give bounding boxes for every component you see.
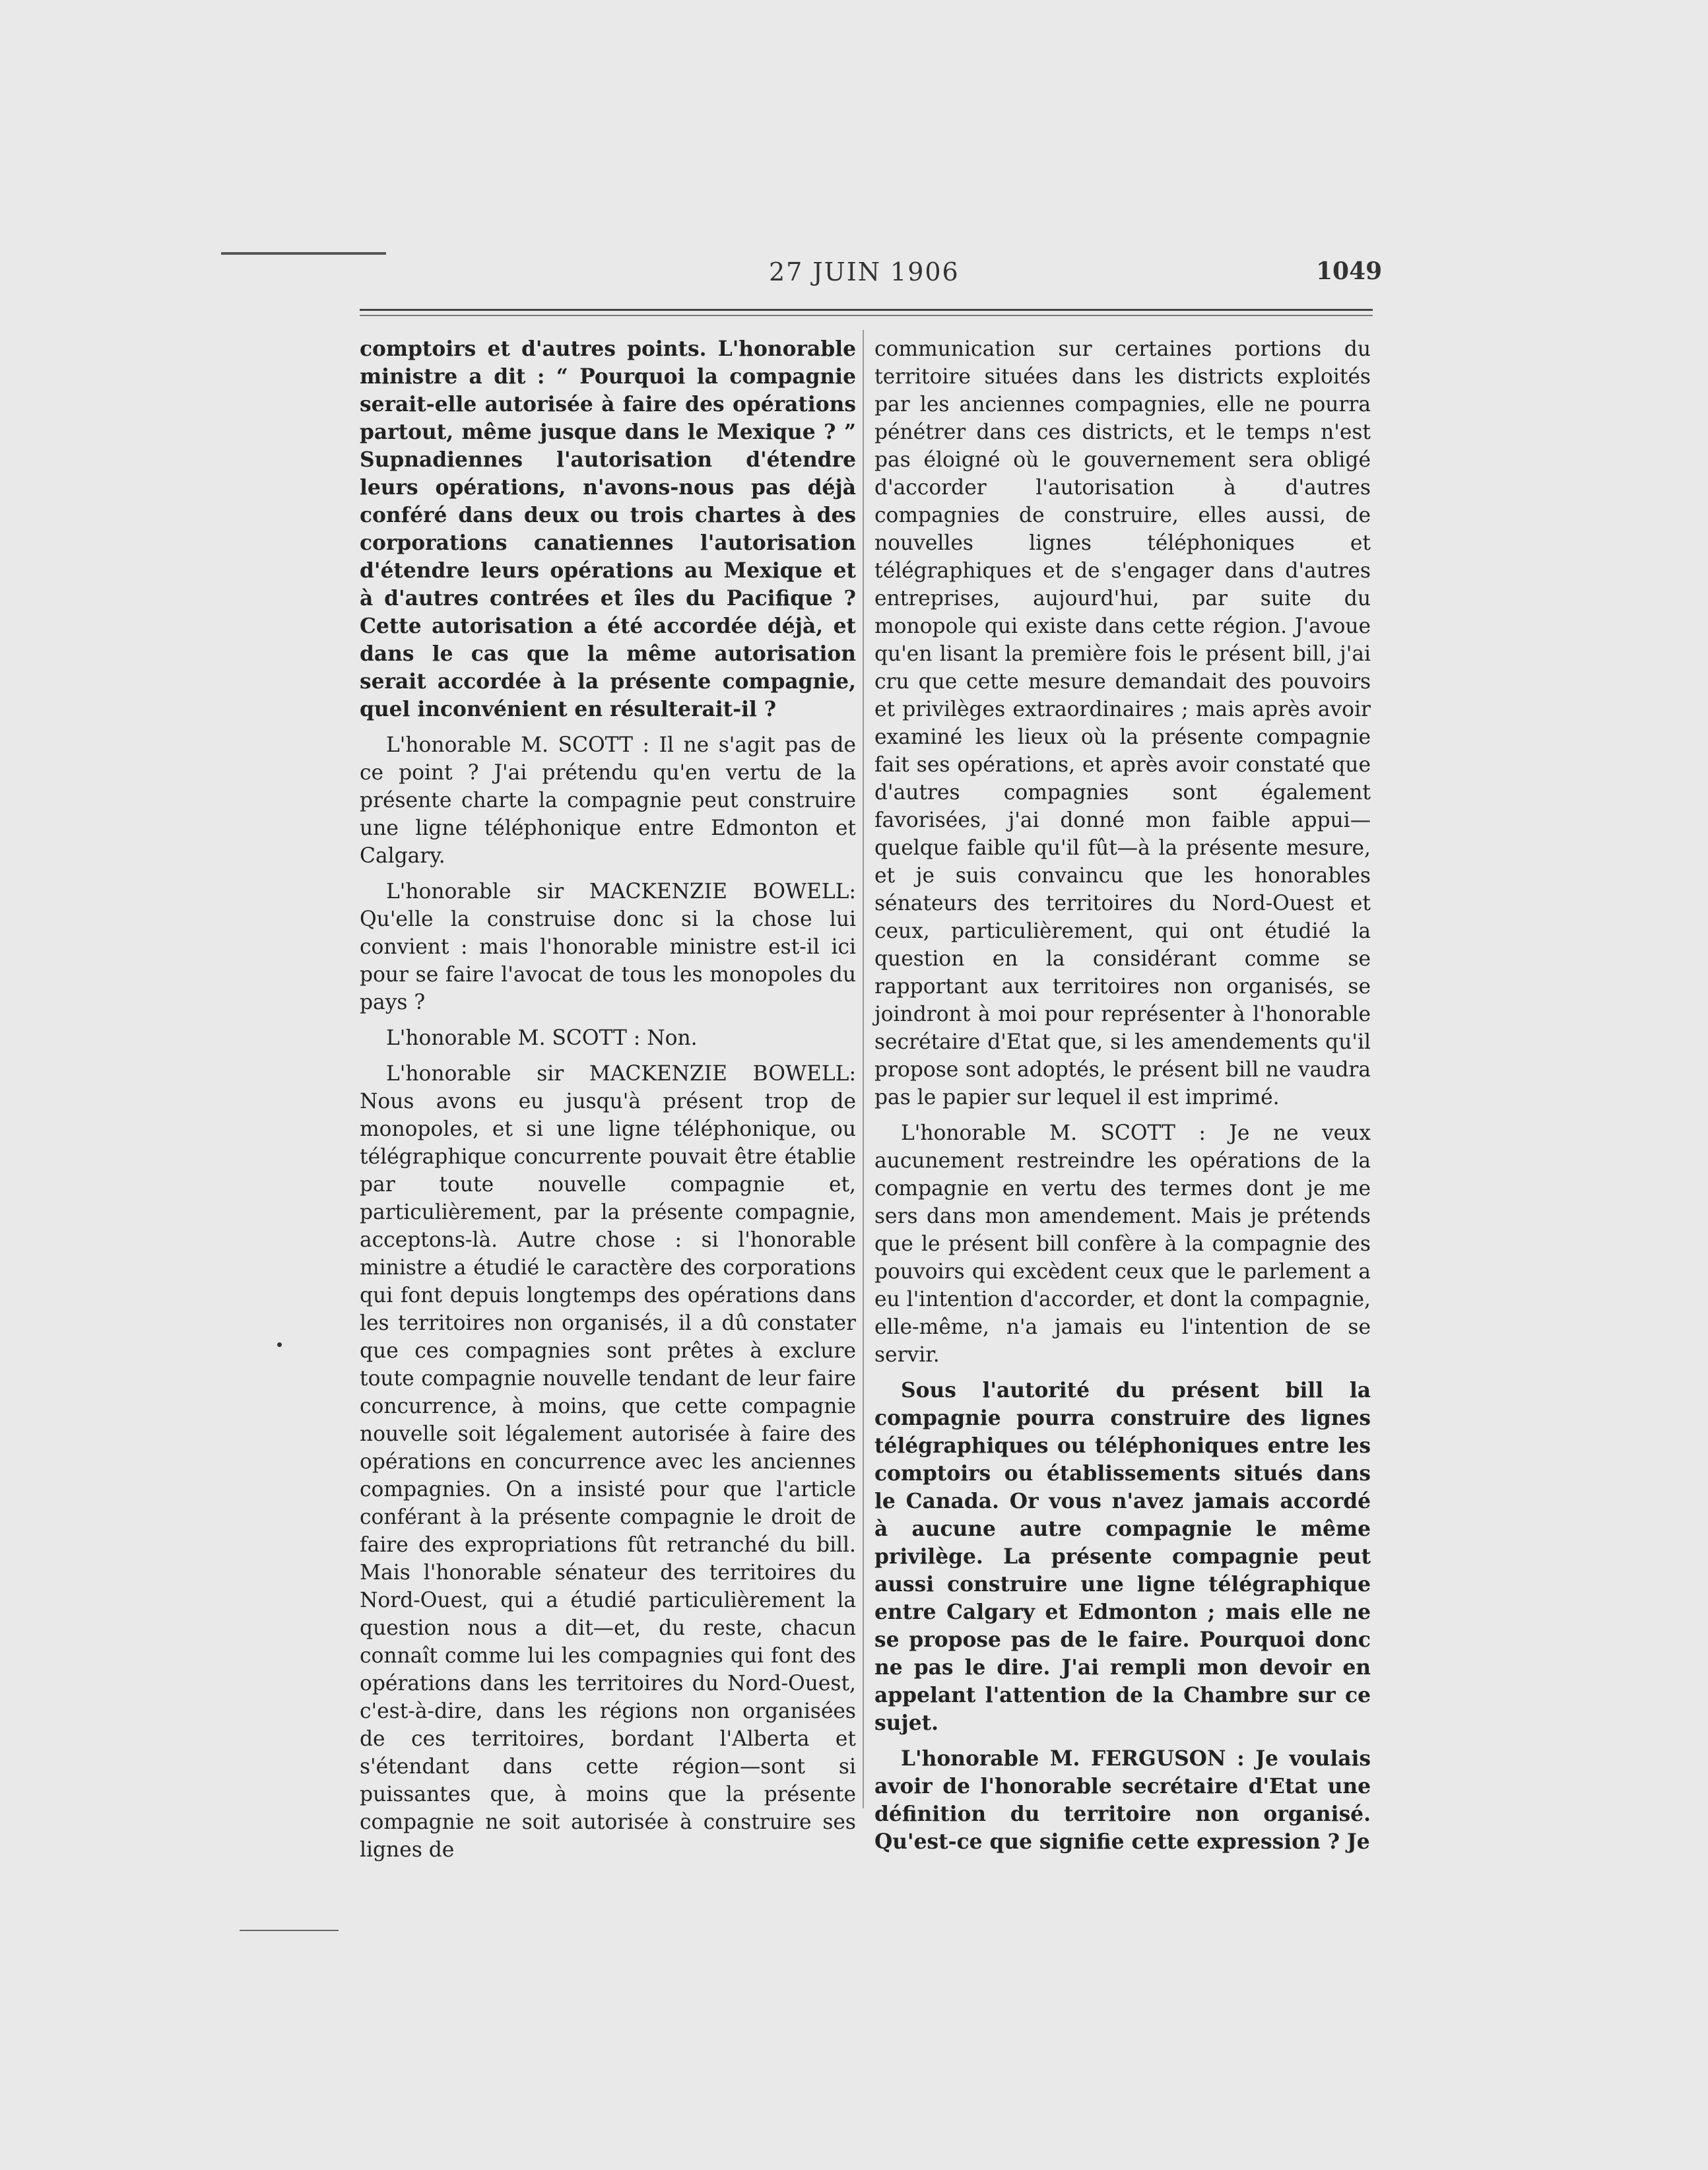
paragraph: L'honorable M. SCOTT : Il ne s'agit pas de ce point ? J'ai prétendu qu'en vertu de la présente charte la compagnie peut construire une ligne téléphonique entre Edmonton et Calgary.: [360, 733, 856, 868]
paragraph: L'honorable M. SCOTT : Non.: [386, 1026, 698, 1050]
right-column: [874, 335, 1371, 1864]
paragraph: L'honorable M. SCOTT : Je ne veux aucunement restreindre les opérations de la compagnie en vertu des termes dont je me sers dans mon amendement. Mais je prétends que le présent bill confère à la compagnie des pouvoirs qui excèdent ceux que le parlement a eu l'intention d'accorder, et dont la compagnie, elle-même, n'a jamais eu l'intention de se servir.: [874, 1121, 1371, 1367]
column-divider: [863, 330, 864, 1808]
paragraph: L'honorable M. FERGUSON : Je voulais avoir de l'honorable secrétaire d'Etat une définition du territoire non organisé. Qu'est-ce que signifie cette expression ? Je: [874, 1747, 1371, 1854]
paragraph: comptoirs et d'autres points. L'honorable ministre a dit : “ Pourquoi la compagnie serait-elle autorisée à faire des opérations partout, même jusque dans le Mexique ? ” Supnadiennes l'autorisation d'étendre leurs opérations, n'avons-nous pas déjà conféré dans deux ou trois chartes à des corporations canatiennes l'autorisation d'étendre leurs opérations au Mexique et à d'autres contrées et îles du Pacifique ? Cette autorisation a été accordée déjà, et dans le cas que la même autorisation serait accordée à la présente compagnie, quel inconvénient en résulterait-il ?: [360, 337, 856, 721]
page-number: 1049: [1316, 257, 1383, 285]
paragraph: L'honorable sir MACKENZIE BOWELL: Qu'elle la construise donc si la chose lui convient : mais l'honorable ministre est-il ici pour se faire l'avocat de tous les monopoles du pays ?: [360, 880, 856, 1014]
paragraph: communication sur certaines portions du territoire situées dans les districts exploités par les anciennes compagnies, elle ne pourra pénétrer dans ces districts, et le temps n'est pas éloigné où le gouvernement sera obligé d'accorder l'autorisation à d'autres compagnies de construire, elles aussi, de nouvelles lignes téléphoniques et télégraphiques et de s'engager dans d'autres entreprises, aujourd'hui, par suite du monopole qui existe dans cette région. J'avoue qu'en lisant la première fois le présent bill, j'ai cru que cette mesure demandait des pouvoirs et privilèges extraordinaires ; mais après avoir examiné les lieux où la présente compagnie fait ses opérations, et après avoir constaté que d'autres compagnies sont également favorisées, j'ai donné mon faible appui—quelque faible qu'il fût—à la présente mesure, et je suis convaincu que les honorables sénateurs des territoires du Nord-Ouest et ceux, particulièrement, qui ont étudié la question en la considérant comme se rapportant aux territoires non organisés, se joindront à moi pour représenter à l'honorable secrétaire d'Etat que, si les amendements qu'il propose sont adoptés, le présent bill ne vaudra pas le papier sur lequel il est imprimé.: [874, 337, 1371, 1109]
margin-dot: [277, 1342, 282, 1347]
paragraph: Sous l'autorité du présent bill la compagnie pourra construire des lignes télégraphiques ou téléphoniques entre les comptoirs ou établissements situés dans le Canada. Or vous n'avez jamais accordé à aucune autre compagnie le même privilège. La présente compagnie peut aussi construire une ligne télégraphique entre Calgary et Edmonton ; mais elle ne se propose pas de le faire. Pourquoi donc ne pas le dire. J'ai rempli mon devoir en appelant l'attention de la Chambre sur ce sujet.: [874, 1379, 1371, 1735]
header-double-rule-bottom: [360, 315, 1373, 316]
footer-rule: [240, 1930, 339, 1931]
header-left-rule: [221, 252, 386, 255]
page-date-header: 27 JUIN 1906: [769, 257, 960, 286]
header-double-rule-top: [360, 309, 1373, 311]
left-column: [360, 335, 856, 1872]
paragraph: L'honorable sir MACKENZIE BOWELL: Nous avons eu jusqu'à présent trop de monopoles, et si une ligne téléphonique, ou télégraphique concurrente pouvait être établie par toute nouvelle compagnie et, particulièrement, par la présente compagnie, acceptons-là. Autre chose : si l'honorable ministre a étudié le caractère des corporations qui font depuis longtemps des opérations dans les territoires non organisés, il a dû constater que ces compagnies sont prêtes à exclure toute compagnie nouvelle tendant de leur faire concurrence, à moins, que cette compagnie nouvelle soit légalement autorisée à faire des opérations en concurrence avec les anciennes compagnies. On a insisté pour que l'article conférant à la présente compagnie le droit de faire des expropriations fût retranché du bill. Mais l'honorable sénateur des territoires du Nord-Ouest, qui a étudié particulièrement la question nous a dit—et, du reste, chacun connaît comme lui les compagnies qui font des opérations dans les territoires du Nord-Ouest, c'est-à-dire, dans les régions non organisées de ces territoires, bordant l'Alberta et s'étendant dans cette région—sont si puissantes que, à moins que la présente compagnie ne soit autorisée à construire ses lignes de: [360, 1062, 856, 1862]
